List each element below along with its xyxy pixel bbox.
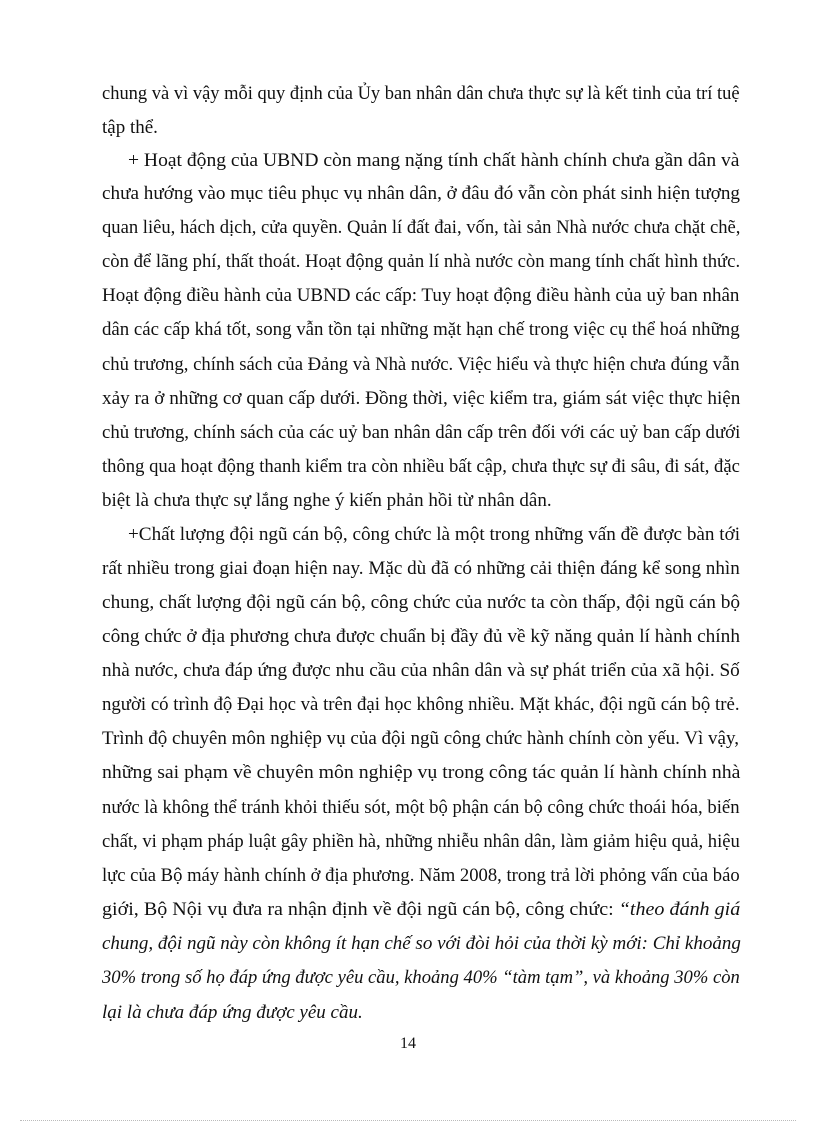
footer-divider [20,1120,796,1121]
text-line: chủ trương, chính sách của các uỷ ban nhân dân cấp trên đối với các uỷ ban cấp dưới [102,422,741,443]
text-run: giới, Bộ Nội vụ đưa ra nhận định về đội ngũ cán bộ, công chức: [102,899,619,920]
text-line: thông qua hoạt động thanh kiểm tra còn nhiều bất cập, chưa thực sự đi sâu, đi sát, đặc [102,456,740,477]
text-line: + Hoạt động của UBND còn mang nặng tính chất hành chính chưa gần dân và [128,150,740,171]
text-line: chủ trương, chính sách của Đảng và Nhà nước. Việc hiểu và thực hiện chưa đúng vẫn [102,354,740,375]
page-number: 14 [400,1035,416,1052]
text-line: rất nhiều trong giai đoạn hiện nay. Mặc dù đã có những cải thiện đáng kể song nhìn [102,558,740,579]
text-line: còn để lãng phí, thất thoát. Hoạt động quản lí nhà nước còn mang tính chất hình thức. [102,251,741,272]
text-line: công chức ở địa phương chưa được chuẩn bị đầy đủ về kỹ năng quản lí hành chính [102,626,740,647]
text-line: biệt là chưa thực sự lắng nghe ý kiến phản hồi từ nhân dân. [102,490,552,511]
text-line: tập thể. [102,117,158,138]
text-line: quan liêu, hách dịch, cửa quyền. Quản lí đất đai, vốn, tài sản Nhà nước chưa chặt chẽ, [102,217,741,238]
text-line: dân các cấp khá tốt, song vẫn tồn tại những mặt hạn chế trong việc cụ thể hoá những [102,319,740,340]
text-line: chung và vì vậy mỗi quy định của Ủy ban nhân dân chưa thực sự là kết tinh của trí tuệ [102,83,740,104]
text-line: +Chất lượng đội ngũ cán bộ, công chức là một trong những vấn đề được bàn tới [128,524,741,545]
text-line: lực của Bộ máy hành chính ở địa phương. Năm 2008, trong trả lời phỏng vấn của báo [102,865,740,886]
text-line: nước là không thể tránh khỏi thiếu sót, một bộ phận cán bộ công chức thoái hóa, biến [102,797,740,818]
quote-line: chung, đội ngũ này còn không ít hạn chế so với đòi hỏi của thời kỳ mới: Chỉ khoảng [102,933,741,954]
quote-line: lại là chưa đáp ứng được yêu cầu. [102,1002,363,1023]
text-line: chất, vi phạm pháp luật gây phiền hà, những nhiễu nhân dân, làm giảm hiệu quả, hiệu [102,831,740,852]
text-line: nhà nước, chưa đáp ứng được nhu cầu của nhân dân và sự phát triển của xã hội. Số [102,660,740,681]
text-line: chưa hướng vào mục tiêu phục vụ nhân dân, ở đâu đó vẫn còn phát sinh hiện tượng [102,183,741,204]
text-line: người có trình độ Đại học và trên đại học không nhiều. Mặt khác, đội ngũ cán bộ trẻ. [102,694,740,715]
text-line: xảy ra ở những cơ quan cấp dưới. Đồng thời, việc kiểm tra, giám sát việc thực hiện [102,388,741,409]
quote-line: 30% trong số họ đáp ứng được yêu cầu, khoảng 40% “tàm tạm”, và khoảng 30% còn [102,967,740,988]
text-line: Hoạt động điều hành của UBND các cấp: Tuy hoạt động điều hành của uỷ ban nhân [102,285,740,306]
text-line: chung, chất lượng đội ngũ cán bộ, công chức của nước ta còn thấp, đội ngũ cán bộ [102,592,741,613]
text-line-mixed [102,899,740,921]
text-line: Trình độ chuyên môn nghiệp vụ của đội ngũ công chức hành chính còn yếu. Vì vậy, [102,728,740,749]
text-line: những sai phạm về chuyên môn nghiệp vụ trong công tác quản lí hành chính nhà [102,762,741,783]
quote-run: “theo đánh giá [618,899,741,920]
